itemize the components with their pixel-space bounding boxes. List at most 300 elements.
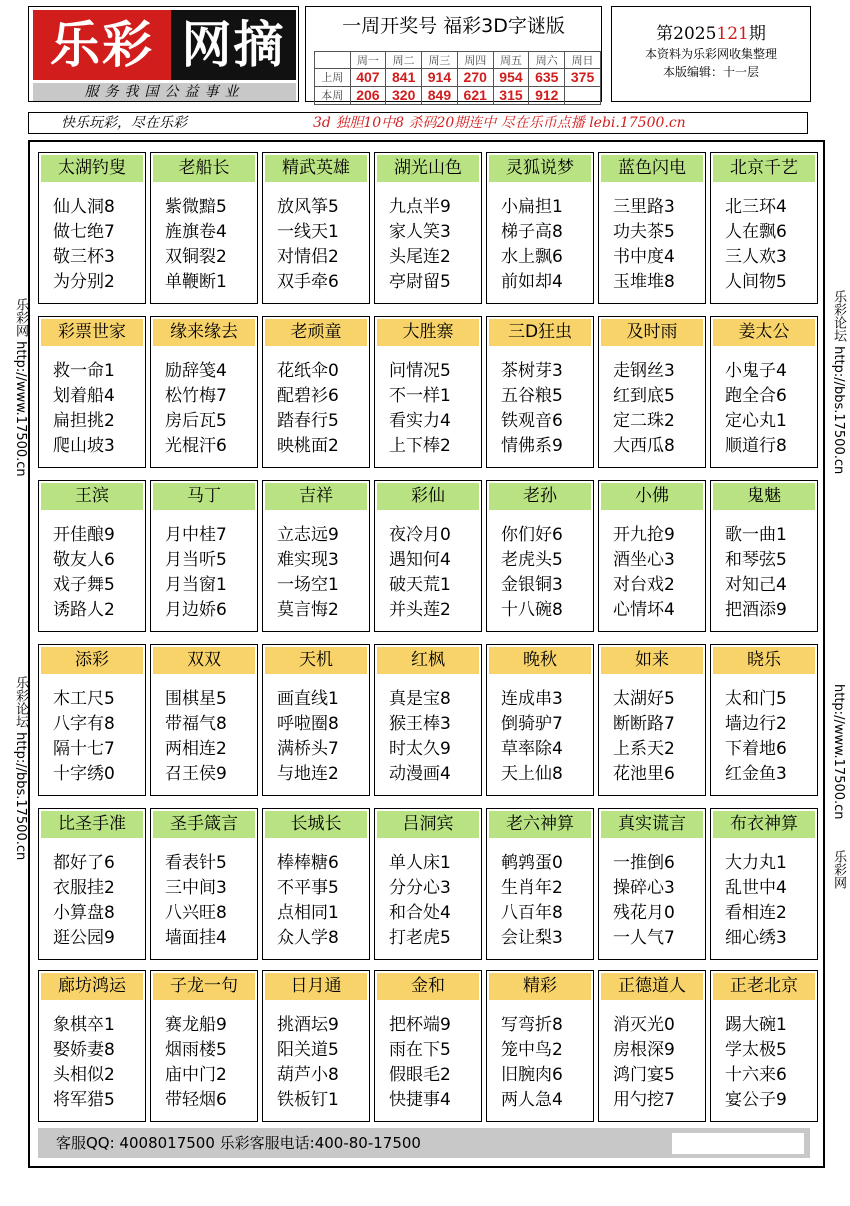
riddle-item: 夜冷月0 [389, 525, 451, 545]
riddle-item: 对情侣2 [277, 247, 339, 267]
riddle-item: 月当窗1 [165, 575, 227, 595]
draw-number: 954 [493, 69, 529, 87]
expert-card [262, 644, 370, 796]
expert-card [262, 808, 370, 960]
expert-card [598, 808, 706, 960]
expert-card [374, 644, 482, 796]
riddle-item: 励辞笺4 [165, 361, 227, 381]
riddle-item: 将军猎5 [53, 1090, 115, 1110]
draw-number: 841 [386, 69, 422, 87]
riddle-list [711, 195, 817, 295]
expert-card [710, 316, 818, 468]
riddle-item: 三人欢3 [725, 247, 787, 267]
customer-service-info: 客服QQ: 4008017500 乐彩客服电话:400-80-17500 [56, 1134, 421, 1152]
expert-card [710, 808, 818, 960]
riddle-item: 破天荒1 [389, 575, 451, 595]
side-label-right-middle: http://www.17500.cn [831, 684, 846, 820]
riddle-item: 家人笑3 [389, 222, 451, 242]
riddle-item: 踢大碗1 [725, 1015, 787, 1035]
riddle-item: 满桥头7 [277, 739, 339, 759]
expert-card [374, 480, 482, 632]
riddle-list [375, 687, 481, 787]
issue-number-value: 121 [716, 24, 749, 44]
tagline-promo-link[interactable]: 3d 独胆10中8 杀码20期连中 尽在乐币点播 lebi.17500.cn [313, 115, 686, 131]
riddle-item: 点相同1 [277, 903, 339, 923]
expert-name: 双双 [153, 647, 255, 674]
riddle-list [599, 359, 705, 459]
riddle-list [375, 851, 481, 951]
day-header: 周二 [386, 52, 422, 69]
riddle-item: 娶娇妻8 [53, 1040, 115, 1060]
riddle-item: 水上飘6 [501, 247, 563, 267]
riddle-item: 单人床1 [389, 853, 451, 873]
draw-number: 912 [529, 87, 565, 105]
riddle-item: 功夫茶5 [613, 222, 675, 242]
riddle-item: 三里路3 [613, 197, 675, 217]
draw-panel-title: 一周开奖号 福彩3D字谜版 [342, 15, 565, 37]
riddle-item: 开佳酿9 [53, 525, 115, 545]
editor-note: 本版编辑：十一层 [662, 65, 759, 79]
riddle-list [151, 687, 257, 787]
riddle-item: 假眼毛2 [389, 1065, 451, 1085]
riddle-item: 十八碗8 [501, 600, 563, 620]
riddle-item: 残花月0 [613, 903, 675, 923]
riddle-item: 召王侯9 [165, 764, 227, 784]
expert-card [598, 480, 706, 632]
riddle-list [487, 687, 593, 787]
expert-name: 子龙一句 [153, 973, 255, 1000]
side-label-right-bottom: 乐彩网 [831, 850, 846, 889]
riddle-grid [28, 140, 825, 1168]
day-header: 周六 [529, 52, 565, 69]
riddle-item: 扁担挑2 [53, 411, 115, 431]
riddle-item: 十字绣0 [53, 764, 115, 784]
riddle-item: 光棍汗6 [165, 436, 227, 456]
riddle-item: 象棋卒1 [53, 1015, 115, 1035]
expert-name: 太湖钓叟 [41, 155, 143, 182]
riddle-list [39, 359, 145, 459]
riddle-item: 爬山坡3 [53, 436, 115, 456]
riddle-item: 阳关道5 [277, 1040, 339, 1060]
riddle-item: 隔十七7 [53, 739, 115, 759]
riddle-item: 烟雨楼5 [165, 1040, 227, 1060]
expert-card [598, 316, 706, 468]
expert-card [486, 316, 594, 468]
riddle-list [599, 523, 705, 623]
riddle-item: 旧腕肉6 [501, 1065, 563, 1085]
riddle-item: 把杯端9 [389, 1015, 451, 1035]
riddle-list [487, 523, 593, 623]
riddle-item: 前如却4 [501, 272, 563, 292]
riddle-list [487, 851, 593, 951]
riddle-item: 敬三杯3 [53, 247, 115, 267]
draw-results-table [314, 51, 601, 105]
riddle-item: 月当听5 [165, 550, 227, 570]
expert-card [598, 970, 706, 1122]
riddle-item: 众人学8 [277, 928, 339, 948]
riddle-item: 都好了6 [53, 853, 115, 873]
riddle-item: 两人急4 [501, 1090, 563, 1110]
riddle-item: 猴王棒3 [389, 714, 451, 734]
riddle-item: 不一样1 [389, 386, 451, 406]
expert-name: 王滨 [41, 483, 143, 510]
riddle-item: 带福气8 [165, 714, 227, 734]
riddle-item: 人在飘6 [725, 222, 787, 242]
riddle-item: 铁观音6 [501, 411, 563, 431]
expert-card [710, 970, 818, 1122]
riddle-item: 红到底5 [613, 386, 675, 406]
expert-name: 正德道人 [601, 973, 703, 1000]
riddle-item: 梯子高8 [501, 222, 563, 242]
riddle-item: 金银铜3 [501, 575, 563, 595]
riddle-list [151, 1013, 257, 1113]
riddle-item: 做七绝7 [53, 222, 115, 242]
riddle-list [599, 687, 705, 787]
riddle-item: 定心丸1 [725, 411, 787, 431]
riddle-item: 用勺挖7 [613, 1090, 675, 1110]
expert-card [262, 970, 370, 1122]
expert-name: 马丁 [153, 483, 255, 510]
expert-name: 吕洞宾 [377, 811, 479, 838]
day-header: 周五 [493, 52, 529, 69]
expert-card [486, 152, 594, 304]
riddle-list [375, 195, 481, 295]
expert-name: 老顽童 [265, 319, 367, 346]
riddle-item: 敬友人6 [53, 550, 115, 570]
riddle-item: 书中度4 [613, 247, 675, 267]
draw-number [565, 87, 601, 105]
riddle-item: 看实力4 [389, 411, 451, 431]
riddle-item: 遇知何4 [389, 550, 451, 570]
riddle-item: 一场空1 [277, 575, 339, 595]
riddle-item: 宴公子9 [725, 1090, 787, 1110]
expert-name: 北京千艺 [713, 155, 815, 182]
riddle-item: 动漫画4 [389, 764, 451, 784]
riddle-list [487, 359, 593, 459]
riddle-item: 情佛系9 [501, 436, 563, 456]
riddle-list [711, 1013, 817, 1113]
riddle-item: 两相连2 [165, 739, 227, 759]
riddle-item: 墙面挂4 [165, 928, 227, 948]
riddle-item: 时太久9 [389, 739, 451, 759]
riddle-item: 逛公园9 [53, 928, 115, 948]
expert-name: 天机 [265, 647, 367, 674]
riddle-item: 操碎心3 [613, 878, 675, 898]
side-label-left-top: 乐彩网 http://www.17500.cn [13, 298, 28, 477]
footer-bar [38, 1128, 810, 1158]
expert-card [262, 152, 370, 304]
riddle-item: 乱世中4 [725, 878, 787, 898]
expert-name: 真实谎言 [601, 811, 703, 838]
riddle-list [375, 359, 481, 459]
riddle-item: 松竹梅7 [165, 386, 227, 406]
draw-number: 315 [493, 87, 529, 105]
riddle-list [599, 851, 705, 951]
tagline-slogan: 快乐玩彩，尽在乐彩 [61, 115, 187, 131]
riddle-list [263, 195, 369, 295]
riddle-item: 三中间3 [165, 878, 227, 898]
riddle-item: 大力丸1 [725, 853, 787, 873]
riddle-item: 莫言悔2 [277, 600, 339, 620]
riddle-item: 一线天1 [277, 222, 339, 242]
expert-name: 精武英雄 [265, 155, 367, 182]
riddle-item: 八百年8 [501, 903, 563, 923]
riddle-list [599, 195, 705, 295]
riddle-item: 学太极5 [725, 1040, 787, 1060]
riddle-item: 天上仙8 [501, 764, 563, 784]
riddle-item: 房后瓦5 [165, 411, 227, 431]
riddle-item: 下着地6 [725, 739, 787, 759]
riddle-item: 心情坏4 [613, 600, 675, 620]
riddle-list [151, 851, 257, 951]
riddle-item: 消灭光0 [613, 1015, 675, 1035]
riddle-list [263, 523, 369, 623]
riddle-list [711, 687, 817, 787]
expert-name: 晓乐 [713, 647, 815, 674]
riddle-item: 划着船4 [53, 386, 115, 406]
riddle-item: 歌一曲1 [725, 525, 787, 545]
riddle-item: 分分心3 [389, 878, 451, 898]
riddle-item: 诱路人2 [53, 600, 115, 620]
expert-name: 正老北京 [713, 973, 815, 1000]
draw-number: 635 [529, 69, 565, 87]
expert-card [374, 152, 482, 304]
expert-name: 鬼魅 [713, 483, 815, 510]
expert-name: 长城长 [265, 811, 367, 838]
riddle-list [263, 359, 369, 459]
riddle-item: 头相似2 [53, 1065, 115, 1085]
riddle-item: 十六来6 [725, 1065, 787, 1085]
riddle-list [39, 851, 145, 951]
expert-card [38, 152, 146, 304]
riddle-item: 生肖年2 [501, 878, 563, 898]
riddle-item: 写弯折8 [501, 1015, 563, 1035]
riddle-item: 葫芦小8 [277, 1065, 339, 1085]
riddle-item: 画直线1 [277, 689, 339, 709]
riddle-item: 草率除4 [501, 739, 563, 759]
riddle-item: 映桃面2 [277, 436, 339, 456]
expert-name: 大胜寨 [377, 319, 479, 346]
riddle-item: 北三环4 [725, 197, 787, 217]
expert-card [150, 316, 258, 468]
riddle-item: 人间物5 [725, 272, 787, 292]
riddle-item: 不平事5 [277, 878, 339, 898]
riddle-list [39, 523, 145, 623]
riddle-item: 走钢丝3 [613, 361, 675, 381]
riddle-item: 庙中门2 [165, 1065, 227, 1085]
expert-card [486, 480, 594, 632]
riddle-item: 开九抢9 [613, 525, 675, 545]
riddle-item: 会让梨3 [501, 928, 563, 948]
footer-blank-box [672, 1133, 804, 1154]
logo-wordmark [33, 10, 296, 80]
riddle-item: 放风筝5 [277, 197, 339, 217]
riddle-item: 墙边行2 [725, 714, 787, 734]
expert-card [374, 808, 482, 960]
riddle-list [151, 359, 257, 459]
riddle-list [375, 523, 481, 623]
riddle-item: 上系天2 [613, 739, 675, 759]
logo-part-2: 网摘 [171, 10, 296, 80]
riddle-item: 八兴旺8 [165, 903, 227, 923]
riddle-item: 月边娇6 [165, 600, 227, 620]
riddle-item: 八字有8 [53, 714, 115, 734]
riddle-item: 头尾连2 [389, 247, 451, 267]
expert-name: 晚秋 [489, 647, 591, 674]
expert-name: 圣手箴言 [153, 811, 255, 838]
riddle-item: 老虎头5 [501, 550, 563, 570]
riddle-list [151, 195, 257, 295]
riddle-item: 立志远9 [277, 525, 339, 545]
riddle-item: 和合处4 [389, 903, 451, 923]
riddle-item: 双手牵6 [277, 272, 339, 292]
riddle-list [487, 195, 593, 295]
riddle-list [711, 359, 817, 459]
riddle-list [263, 851, 369, 951]
riddle-item: 红金鱼3 [725, 764, 787, 784]
riddle-item: 配碧衫6 [277, 386, 339, 406]
riddle-item: 戏子舞5 [53, 575, 115, 595]
riddle-item: 一推倒6 [613, 853, 675, 873]
draw-number: 407 [350, 69, 386, 87]
expert-name: 彩仙 [377, 483, 479, 510]
expert-card [150, 970, 258, 1122]
riddle-item: 并头莲2 [389, 600, 451, 620]
riddle-item: 踏春行5 [277, 411, 339, 431]
riddle-item: 太湖好5 [613, 689, 675, 709]
riddle-list [711, 851, 817, 951]
riddle-item: 呼啦圈8 [277, 714, 339, 734]
expert-card [598, 644, 706, 796]
riddle-item: 旌旗卷4 [165, 222, 227, 242]
expert-card [150, 644, 258, 796]
expert-name: 老孙 [489, 483, 591, 510]
riddle-list [263, 687, 369, 787]
riddle-item: 真是宝8 [389, 689, 451, 709]
draw-number: 849 [422, 87, 458, 105]
expert-name: 日月通 [265, 973, 367, 1000]
expert-name: 老六神算 [489, 811, 591, 838]
riddle-item: 双铜裂2 [165, 247, 227, 267]
riddle-item: 小扁担1 [501, 197, 563, 217]
expert-card [150, 152, 258, 304]
riddle-item: 细心绣3 [725, 928, 787, 948]
tagline-bar [28, 112, 808, 134]
riddle-item: 带轻烟6 [165, 1090, 227, 1110]
expert-card [486, 808, 594, 960]
draw-number: 621 [457, 87, 493, 105]
side-label-right-top: 乐彩论坛 http://bbs.17500.cn [831, 290, 846, 475]
expert-name: 红枫 [377, 647, 479, 674]
expert-name: 彩票世家 [41, 319, 143, 346]
riddle-item: 快捷事4 [389, 1090, 451, 1110]
riddle-item: 茶树芽3 [501, 361, 563, 381]
riddle-item: 看表针5 [165, 853, 227, 873]
riddle-item: 小鬼子4 [725, 361, 787, 381]
riddle-list [151, 523, 257, 623]
draw-number: 375 [565, 69, 601, 87]
draw-number: 206 [350, 87, 386, 105]
expert-card [374, 970, 482, 1122]
day-header: 周日 [565, 52, 601, 69]
riddle-item: 紫微黯5 [165, 197, 227, 217]
expert-name: 金和 [377, 973, 479, 1000]
riddle-item: 定二珠2 [613, 411, 675, 431]
riddle-item: 大西瓜8 [613, 436, 675, 456]
riddle-item: 太和门5 [725, 689, 787, 709]
logo-part-1: 乐彩 [33, 10, 171, 80]
expert-name: 精彩 [489, 973, 591, 1000]
expert-card [38, 808, 146, 960]
day-header: 周四 [457, 52, 493, 69]
expert-card [38, 970, 146, 1122]
expert-card [150, 808, 258, 960]
riddle-item: 五谷粮5 [501, 386, 563, 406]
riddle-item: 看相连2 [725, 903, 787, 923]
expert-card [150, 480, 258, 632]
riddle-list [599, 1013, 705, 1113]
riddle-item: 和琴弦5 [725, 550, 787, 570]
expert-name: 如来 [601, 647, 703, 674]
riddle-item: 连成串3 [501, 689, 563, 709]
expert-name: 小佛 [601, 483, 703, 510]
riddle-item: 挑酒坛9 [277, 1015, 339, 1035]
riddle-list [487, 1013, 593, 1113]
riddle-item: 酒坐心3 [613, 550, 675, 570]
side-label-left-bottom: 乐彩论坛 http://bbs.17500.cn [13, 676, 28, 861]
riddle-item: 玉堆堆8 [613, 272, 675, 292]
draw-number: 914 [422, 69, 458, 87]
riddle-item: 与地连2 [277, 764, 339, 784]
riddle-item: 小算盘8 [53, 903, 115, 923]
expert-card [262, 316, 370, 468]
draw-number: 320 [386, 87, 422, 105]
riddle-item: 仙人洞8 [53, 197, 115, 217]
expert-card [710, 152, 818, 304]
riddle-item: 顺道行8 [725, 436, 787, 456]
row-label: 上周 [315, 69, 351, 87]
riddle-item: 救一命1 [53, 361, 115, 381]
expert-name: 三D狂虫 [489, 319, 591, 346]
expert-card [262, 480, 370, 632]
expert-card [486, 970, 594, 1122]
expert-card [374, 316, 482, 468]
riddle-item: 一人气7 [613, 928, 675, 948]
expert-name: 比圣手准 [41, 811, 143, 838]
riddle-item: 把酒添9 [725, 600, 787, 620]
expert-name: 廊坊鸿运 [41, 973, 143, 1000]
riddle-list [39, 195, 145, 295]
draw-days-row [315, 52, 601, 69]
riddle-item: 棒棒糖6 [277, 853, 339, 873]
riddle-item: 对台戏2 [613, 575, 675, 595]
riddle-item: 花纸伞0 [277, 361, 339, 381]
issue-suffix: 期 [748, 24, 766, 44]
riddle-item: 花池里6 [613, 764, 675, 784]
expert-card [38, 316, 146, 468]
expert-card [486, 644, 594, 796]
issue-panel [611, 6, 811, 102]
riddle-item: 笼中鸟2 [501, 1040, 563, 1060]
riddle-item: 木工尺5 [53, 689, 115, 709]
riddle-item: 铁板钉1 [277, 1090, 339, 1110]
riddle-item: 倒骑驴7 [501, 714, 563, 734]
this-week-row [315, 87, 601, 105]
riddle-item: 难实现3 [277, 550, 339, 570]
row-label: 本周 [315, 87, 351, 105]
expert-name: 姜太公 [713, 319, 815, 346]
last-week-row [315, 69, 601, 87]
